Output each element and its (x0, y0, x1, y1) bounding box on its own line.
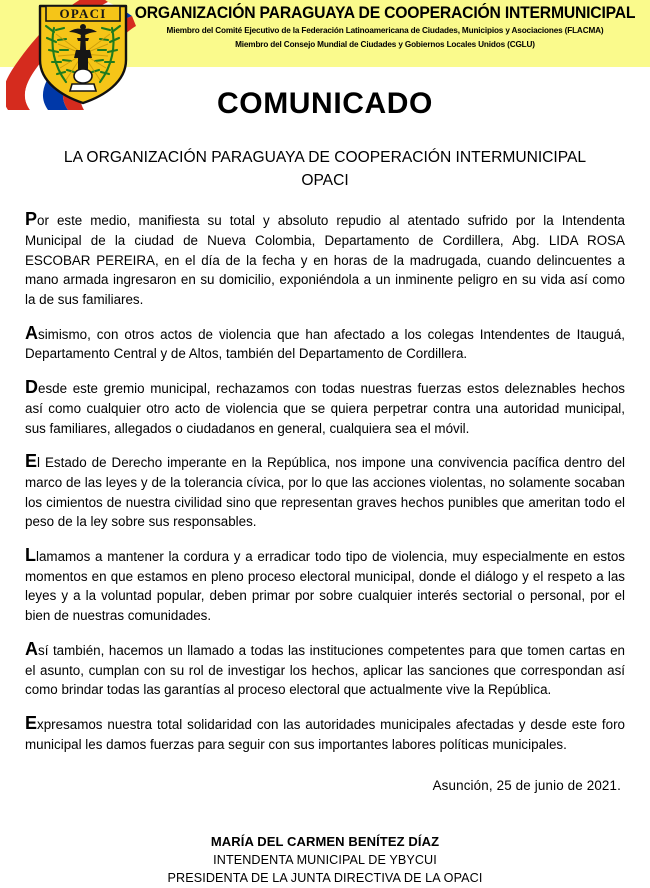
svg-text:OPACI: OPACI (59, 6, 107, 21)
drop-cap-7: E (25, 712, 38, 733)
paragraph-3 (25, 378, 625, 438)
opaci-motto-banner (46, 6, 120, 21)
drop-cap-5: L (25, 545, 36, 566)
paragraph-1 (25, 210, 625, 310)
drop-cap-3: D (25, 377, 38, 398)
document-body (25, 210, 625, 754)
paragraph-3-text: esde este gremio municipal, rechazamos con todas nuestras fuerzas estos deleznables hechos así como cualquier otro acto de violencia que se quiera perpetrar contra una autoridad municipal, sus familiares, allegados o ciudadanos en general, cualquiera sea el móvil. (25, 381, 625, 436)
subject-line-acronym: OPACI (301, 171, 349, 189)
paragraph-5-text: lamamos a mantener la cordura y a erradicar todo tipo de violencia, muy especialmente en estos momentos en que estamos en pleno proceso electoral municipal, donde el diálogo y el respeto a las leyes y a la voluntad popular, deben primar por sobre cualquier interés sectorial o personal, por el bien de nuestras comunidades. (25, 549, 625, 624)
paragraph-4-text: l Estado de Derecho imperante en la República, nos impone una convivencia pacífica dentro del marco de las leyes y de la tolerancia cívica, por lo que las acciones violentas, no solamente socaban los cimientos de nuestra civilidad sino que representan graves hechos punibles que ameritan todo el peso de la ley sobre sus responsables. (25, 455, 625, 530)
paragraph-6 (25, 640, 625, 700)
membership-line-flacma: Miembro del Comité Ejecutivo de la Federación Latinoamericana de Ciudades, Municipios y Asociaciones (FLACMA) (166, 26, 604, 36)
signatory-role-intendenta: INTENDENTA MUNICIPAL DE YBYCUI (213, 852, 437, 867)
drop-cap-4: E (25, 451, 38, 472)
document-sheet (0, 87, 650, 888)
place-and-date: Asunción, 25 de junio de 2021. (432, 778, 621, 794)
drop-cap-2: A (25, 322, 38, 343)
paragraph-6-text: sí también, hacemos un llamado a todas las instituciones competentes para que tomen cartas en el asunto, cumplan con su rol de investigar los hechos, aplicar las sanciones que correspondan así como brindar todas las garantías al proceso electoral que actualmente vive la República. (25, 642, 625, 698)
opaci-shield-emblem (6, 0, 136, 110)
signatory-name: MARÍA DEL CARMEN BENÍTEZ DÍAZ (210, 834, 440, 850)
paragraph-4 (25, 452, 625, 532)
paragraph-5 (25, 546, 625, 626)
document-subject (25, 147, 625, 192)
letterhead-banner (0, 0, 650, 67)
document-heading: COMUNICADO (217, 87, 433, 120)
membership-line-cglu: Miembro del Consejo Mundial de Ciudades y Gobiernos Locales Unidos (CGLU) (235, 39, 535, 49)
paragraph-2 (25, 324, 625, 364)
organization-title: ORGANIZACIÓN PARAGUAYA DE COOPERACIÓN INTERMUNICIPAL (134, 4, 636, 22)
drop-cap-6: A (25, 638, 38, 659)
paragraph-2-text: simismo, con otros actos de violencia que han afectado a los colegas Intendentes de Itauguá, Departamento Central y de Altos, también del Departamento de Cordillera. (25, 326, 625, 362)
signature-block (25, 833, 625, 887)
drop-cap-1: P (25, 209, 38, 230)
signatory-role-presidenta: PRESIDENTA DE LA JUNTA DIRECTIVA DE LA OPACI (167, 870, 483, 885)
paragraph-7-text: xpresamos nuestra total solidaridad con las autoridades municipales afectadas y desde este foro municipal les damos fuerzas para seguir con sus importantes labores políticas municipales. (25, 716, 625, 752)
paragraph-7 (25, 714, 625, 754)
paragraph-1-text: or este medio, manifiesta su total y absoluto repudio al atentado sufrido por la Intendenta Municipal de la ciudad de Nueva Colombia, Departamento de Cordillera, Abg. LIDA ROSA ESCOBAR PEREIRA, en el día de la fecha y en horas de la madrugada, cuando delincuentes a mano armada ingresaron en su domicilio, exponiéndola a un inminente peligro en su vida así como la de sus familiares. (25, 213, 625, 308)
subject-line-organization: LA ORGANIZACIÓN PARAGUAYA DE COOPERACIÓN INTERMUNICIPAL (63, 149, 587, 166)
letterhead-text-block (126, 4, 644, 50)
